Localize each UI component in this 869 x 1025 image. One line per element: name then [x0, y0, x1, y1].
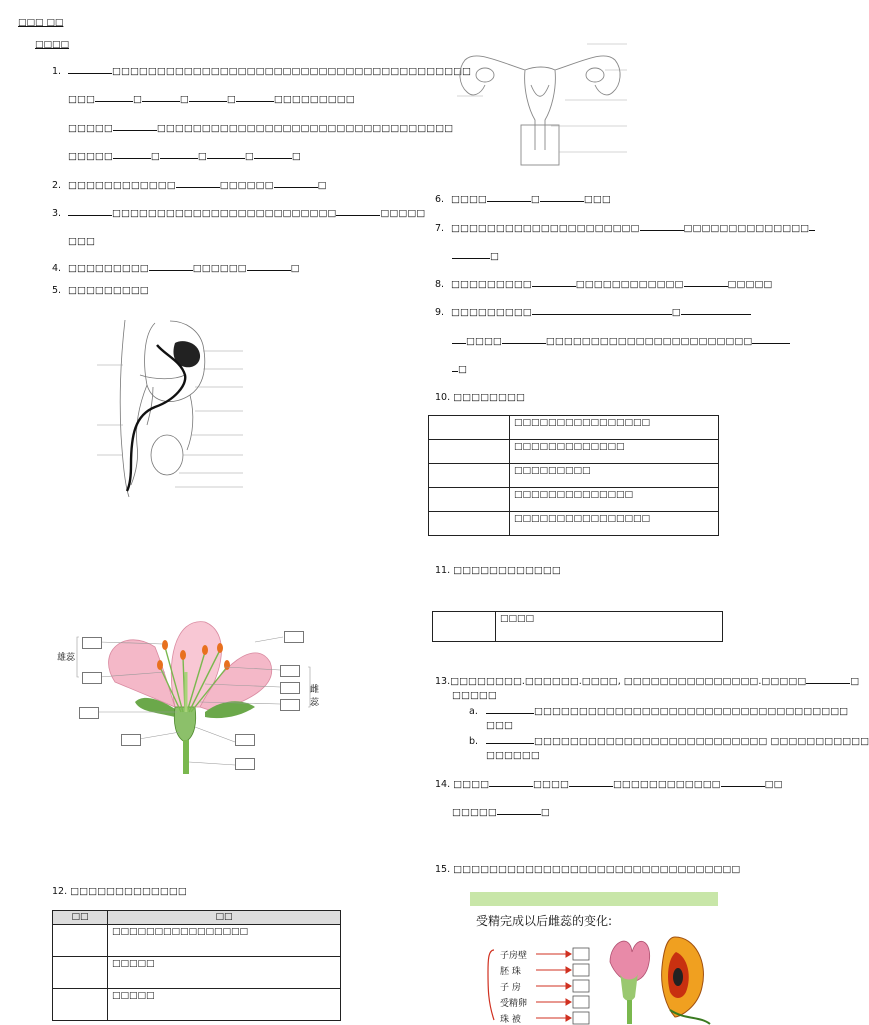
table-header: □□ [53, 911, 108, 925]
table-cell: □□□□□□□□□ [510, 464, 719, 488]
table-cell: □□□□□□□□□□□□□□□□ [108, 925, 341, 957]
answer-blank[interactable] [149, 261, 193, 271]
answer-blank[interactable] [113, 149, 151, 159]
question-10-table [428, 415, 719, 536]
table-cell: □□□□□□□□□□□□□□ [510, 488, 719, 512]
answer-blank[interactable] [452, 249, 490, 259]
flower-diagram [55, 612, 325, 777]
question-9-line-1: 9. □□□□□□□□□ □ [435, 299, 751, 327]
section-title: □□□□ [35, 40, 70, 50]
question-6: 6. □□□□ □ □□□ [435, 194, 611, 205]
answer-cell[interactable] [429, 416, 510, 440]
answer-blank[interactable] [95, 92, 133, 102]
question-14-line-1: 14. □□□□ □□□□ □□□□□□□□□□□□ □□ [435, 779, 783, 790]
answer-blank[interactable] [497, 805, 541, 815]
label-box[interactable] [280, 699, 300, 711]
question-10: 10. □□□□□□□□ [435, 392, 525, 403]
label-box[interactable] [121, 734, 141, 746]
answer-blank[interactable] [487, 192, 531, 202]
answer-blank[interactable] [806, 674, 850, 684]
question-1-line-3: □□□□□ □□□□□□□□□□□□□□□□□□□□□□□□□□□□□□□□□ [68, 123, 454, 134]
answer-blank[interactable] [489, 777, 533, 787]
answer-cell[interactable] [429, 440, 510, 464]
label-zygote: 受精卵 [500, 999, 528, 1009]
label-box[interactable] [280, 665, 300, 677]
stamen-label: 雄蕊 [57, 653, 76, 663]
table-header: □□ [108, 911, 341, 925]
label-box[interactable] [284, 631, 304, 643]
question-15: 15. □□□□□□□□□□□□□□□□□□□□□□□□□□□□□□□□ [435, 864, 741, 875]
question-7-line-2: □ [452, 243, 499, 271]
answer-blank[interactable] [752, 334, 790, 344]
question-4: 4. □□□□□□□□□ □□□□□□ □ [52, 263, 300, 274]
answer-blank[interactable] [189, 92, 227, 102]
answer-blank[interactable] [254, 149, 292, 159]
pistil-label: 雌蕊 [310, 685, 320, 708]
table-cell: □□□□□□□□□□□□□□□□ [510, 512, 719, 536]
label-ovary-wall: 子房壁 [500, 951, 528, 961]
question-8: 8. □□□□□□□□□ □□□□□□□□□□□□ □□□□□ [435, 279, 773, 290]
question-13: 13.□□□□□□□□.□□□□□□.□□□□, □□□□□□□□□□□□□□□.□□□□□ □ □□□□□ [435, 676, 860, 701]
table-cell: □□□□ [496, 612, 723, 642]
question-12-table [52, 910, 341, 1021]
table-cell: □□□□□□□□□□□□□ [510, 440, 719, 464]
question-3-line-2: □□□ [68, 236, 95, 247]
answer-cell[interactable] [53, 957, 108, 989]
answer-blank[interactable] [113, 121, 157, 131]
answer-blank[interactable] [336, 206, 380, 216]
answer-cell[interactable] [429, 512, 510, 536]
question-11-table [432, 611, 723, 642]
question-2: 2. □□□□□□□□□□□□ □□□□□□ □ [52, 180, 327, 191]
question-5: 5. □□□□□□□□□ [52, 285, 149, 296]
label-ovule: 胚 珠 [500, 967, 521, 977]
answer-blank[interactable] [207, 149, 245, 159]
label-box[interactable] [82, 672, 102, 684]
label-box[interactable] [82, 637, 102, 649]
answer-blank[interactable] [684, 277, 728, 287]
label-box[interactable] [235, 758, 255, 770]
answer-blank[interactable] [721, 777, 765, 787]
answer-cell[interactable] [433, 612, 496, 642]
table-cell: □□□□□□□□□□□□□□□□ [510, 416, 719, 440]
answer-blank[interactable] [68, 64, 112, 74]
question-1-line-1: 1. □□□□□□□□□□□□□□□□□□□□□□□□□□□□□□□□□□□□□□□□ [52, 66, 472, 77]
page-title: □□□ □□ [18, 18, 64, 28]
label-box[interactable] [235, 734, 255, 746]
table-cell: □□□□□ [108, 957, 341, 989]
question-11: 11. □□□□□□□□□□□□ [435, 565, 561, 576]
question-1-line-2: □□□ □ □ □ □□□□□□□□□ [68, 94, 355, 105]
answer-blank[interactable] [540, 192, 584, 202]
answer-blank[interactable] [809, 221, 815, 231]
answer-cell[interactable] [53, 925, 108, 957]
answer-blank[interactable] [274, 178, 318, 188]
question-3-line-1: 3. □□□□□□□□□□□□□□□□□□□□□□□□□ □□□□□ [52, 208, 426, 219]
answer-blank[interactable] [247, 261, 291, 271]
question-1-line-4: □□□□□ □ □ □ □ [68, 151, 301, 162]
male-reproductive-diagram [95, 315, 245, 500]
label-integument: 珠 被 [500, 1015, 521, 1025]
diagram-title: 受精完成以后雌蕊的变化: [476, 914, 613, 928]
answer-blank[interactable] [502, 334, 546, 344]
answer-blank[interactable] [486, 704, 534, 714]
answer-blank[interactable] [532, 305, 672, 315]
label-box[interactable] [280, 682, 300, 694]
question-12: 12. □□□□□□□□□□□□□ [52, 886, 187, 897]
question-13-a: a. □□□□□□□□□□□□□□□□□□□□□□□□□□□□□□□□□□□ □□□ [469, 706, 849, 731]
answer-cell[interactable] [53, 989, 108, 1021]
question-13-b: b. □□□□□□□□□□□□□□□□□□□□□□□□□□ □□□□□□□□□□□ □□□□□□ [469, 736, 869, 761]
answer-blank[interactable] [569, 777, 613, 787]
answer-blank[interactable] [452, 334, 466, 344]
answer-blank[interactable] [486, 734, 534, 744]
answer-blank[interactable] [640, 221, 684, 231]
question-7-line-1: 7. □□□□□□□□□□□□□□□□□□□□□ □□□□□□□□□□□□□□ [435, 215, 815, 243]
answer-cell[interactable] [429, 464, 510, 488]
answer-blank[interactable] [160, 149, 198, 159]
answer-blank[interactable] [236, 92, 274, 102]
fertilization-diagram [470, 892, 718, 1024]
answer-blank[interactable] [142, 92, 180, 102]
label-ovary: 子 房 [500, 983, 521, 993]
question-14-line-2: □□□□□ □ [452, 807, 550, 818]
female-reproductive-diagram [455, 30, 630, 168]
answer-blank[interactable] [532, 277, 576, 287]
answer-blank[interactable] [176, 178, 220, 188]
label-box[interactable] [79, 707, 99, 719]
question-9-line-2: □□□□ □□□□□□□□□□□□□□□□□□□□□□□ [452, 328, 790, 356]
question-9-line-3: □ [452, 356, 467, 384]
answer-cell[interactable] [429, 488, 510, 512]
answer-blank[interactable] [68, 206, 112, 216]
table-cell: □□□□□ [108, 989, 341, 1021]
answer-blank[interactable] [681, 305, 751, 315]
